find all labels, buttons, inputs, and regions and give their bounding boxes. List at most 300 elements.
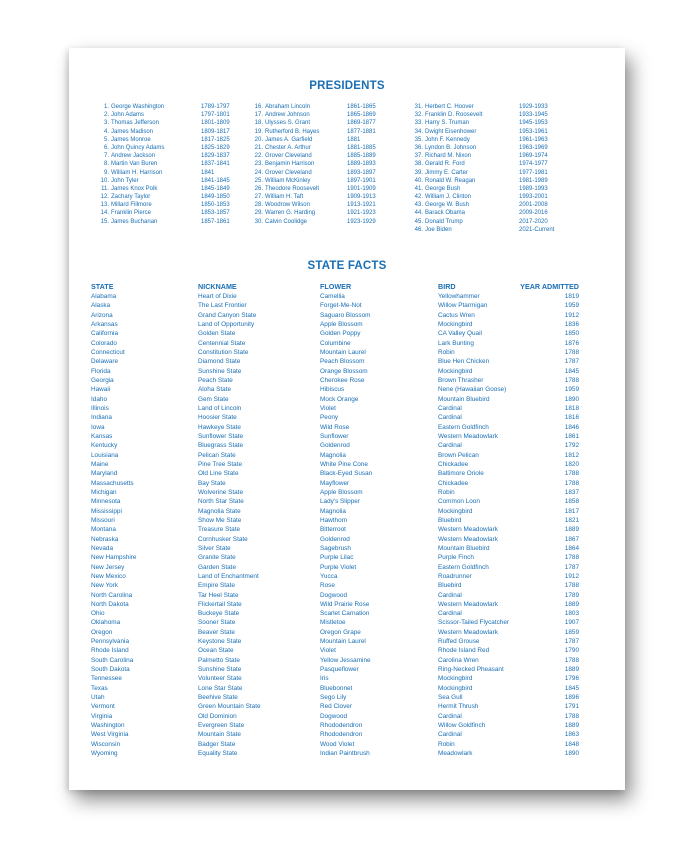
state-flower: Lady's Slipper: [320, 498, 360, 506]
state-year-admitted: 1889: [564, 666, 579, 674]
state-row: [69, 628, 625, 637]
president-years: 1877-1881: [347, 128, 376, 135]
president-years: 1849-1850: [201, 194, 230, 201]
president-years: 1897-1901: [347, 177, 376, 184]
state-year-admitted: 1959: [564, 302, 579, 310]
state-nickname: Golden State: [198, 330, 236, 338]
president-name: Jimmy E. Carter: [425, 169, 469, 176]
president-row: [409, 136, 569, 144]
state-name: Missouri: [91, 516, 115, 524]
president-number: 9.: [103, 169, 109, 176]
president-row: [409, 185, 569, 193]
state-bird: Mockingbird: [438, 684, 473, 692]
state-row: [69, 479, 625, 488]
state-year-admitted: 1896: [564, 694, 579, 702]
state-bird: Eastern Goldfinch: [438, 563, 489, 571]
state-bird: Mountain Bluebird: [438, 395, 490, 403]
state-bird: Baltimore Oriole: [438, 470, 484, 478]
state-row: [69, 320, 625, 329]
president-number: 46.: [414, 226, 423, 233]
state-flower: Magnolia: [320, 507, 346, 515]
state-name: Kansas: [91, 432, 113, 440]
president-years: 2001-2008: [519, 202, 548, 209]
state-bird: Robin: [438, 348, 455, 356]
state-nickname: Magnolia State: [198, 507, 241, 515]
president-name: Millard Fillmore: [111, 202, 152, 209]
state-bird: CA Valley Quail: [438, 330, 482, 338]
state-nickname: Lone Star State: [198, 684, 243, 692]
state-name: Florida: [91, 367, 111, 375]
state-nickname: Volunteer State: [198, 675, 242, 683]
state-row: [69, 609, 625, 618]
state-flower: Magnolia: [320, 451, 346, 459]
state-name: North Carolina: [91, 591, 133, 599]
state-name: New Jersey: [91, 563, 125, 571]
state-nickname: Mountain State: [198, 731, 241, 739]
president-name: Richard M. Nixon: [425, 153, 472, 160]
state-row: [69, 301, 625, 310]
state-row: [69, 525, 625, 534]
state-flower: Bitterroot: [320, 526, 346, 534]
state-year-admitted: 1861: [564, 432, 579, 440]
state-year-admitted: 1858: [564, 498, 579, 506]
state-flower: Rose: [320, 582, 335, 590]
state-row: [69, 497, 625, 506]
president-number: 26.: [254, 185, 263, 192]
state-bird: Robin: [438, 740, 455, 748]
president-years: 2017-2020: [519, 218, 548, 225]
president-years: 1963-1969: [519, 144, 548, 151]
state-nickname: Equality State: [198, 750, 238, 758]
state-nickname: Treasure State: [198, 526, 241, 534]
president-row: [249, 119, 409, 127]
state-row: [69, 469, 625, 478]
state-flower: Wild Prairie Rose: [320, 600, 370, 608]
president-name: John Tyler: [111, 177, 139, 184]
state-flower: Yucca: [320, 572, 338, 580]
president-name: Grover Cleveland: [265, 169, 312, 176]
state-name: Idaho: [91, 395, 107, 403]
president-name: Abraham Lincoln: [265, 104, 311, 110]
president-number: 7.: [103, 153, 109, 160]
president-number: 15.: [100, 218, 109, 225]
state-bird: Brown Thrasher: [438, 376, 484, 384]
state-nickname: Grand Canyon State: [198, 311, 257, 319]
state-nickname: Evergreen State: [198, 722, 245, 730]
state-flower: Apple Blossom: [320, 320, 363, 328]
president-number: 44.: [414, 210, 423, 217]
state-name: North Dakota: [91, 600, 129, 608]
state-nickname: Wolverine State: [198, 488, 243, 496]
state-row: [69, 721, 625, 730]
president-name: Andrew Johnson: [265, 112, 310, 119]
president-number: 33.: [414, 120, 423, 127]
state-bird: Yellowhammer: [438, 293, 480, 300]
state-bird: Common Loon: [438, 498, 480, 506]
president-number: 18.: [254, 120, 263, 127]
state-name: Illinois: [91, 404, 109, 412]
president-name: Thomas Jefferson: [111, 120, 159, 127]
state-bird: Robin: [438, 488, 455, 496]
president-row: [409, 177, 569, 185]
state-year-admitted: 1788: [564, 348, 579, 356]
president-years: 1789-1797: [201, 104, 230, 110]
state-year-admitted: 1796: [564, 675, 579, 683]
president-name: Calvin Coolidge: [265, 218, 308, 225]
state-bird: Cardinal: [438, 414, 462, 422]
president-number: 19.: [254, 128, 263, 135]
state-year-admitted: 1820: [564, 460, 579, 468]
state-nickname: Ocean State: [198, 647, 234, 655]
state-flower: White Pine Cone: [320, 460, 368, 468]
state-year-admitted: 1812: [564, 451, 579, 459]
president-name: Barack Obama: [425, 210, 466, 217]
state-flower: Apple Blossom: [320, 488, 363, 496]
president-years: 1993-2001: [519, 194, 548, 201]
state-year-admitted: 1850: [564, 330, 579, 338]
president-name: Zachary Taylor: [111, 194, 151, 201]
state-bird: Roadrunner: [438, 572, 472, 580]
president-name: James A. Garfield: [265, 136, 313, 143]
president-years: 1945-1953: [519, 120, 548, 127]
state-bird: Lark Bunting: [438, 339, 474, 347]
state-row: [69, 535, 625, 544]
state-nickname: Cornhusker State: [198, 535, 248, 543]
state-bird: Western Meadowlark: [438, 600, 498, 608]
president-number: 40.: [414, 177, 423, 184]
president-years: 1881-1885: [347, 144, 376, 151]
president-name: William H. Harrison: [111, 169, 163, 176]
state-year-admitted: 1864: [564, 544, 579, 552]
president-row: [95, 160, 255, 168]
state-year-admitted: 1817: [564, 507, 579, 515]
president-number: 35.: [414, 136, 423, 143]
state-year-admitted: 1788: [564, 582, 579, 590]
president-row: [95, 169, 255, 177]
president-row: [409, 201, 569, 209]
state-bird: Cardinal: [438, 712, 462, 720]
state-flower: Mock Orange: [320, 395, 359, 403]
president-name: William McKinley: [265, 177, 311, 184]
state-name: Nevada: [91, 544, 114, 552]
state-flower: Orange Blossom: [320, 367, 368, 375]
president-number: 10.: [100, 177, 109, 184]
president-years: 1885-1889: [347, 153, 376, 160]
state-bird: Cardinal: [438, 442, 462, 450]
state-nickname: North Star State: [198, 498, 244, 506]
state-row: [69, 357, 625, 366]
state-nickname: Centennial State: [198, 339, 246, 347]
state-name: Virginia: [91, 712, 113, 720]
state-name: Michigan: [91, 488, 117, 496]
president-row: [95, 128, 255, 136]
president-number: 37.: [414, 153, 423, 160]
state-flower: Mountain Laurel: [320, 638, 366, 646]
president-name: Franklin D. Roosevelt: [425, 112, 483, 119]
president-row: [409, 111, 569, 119]
state-flower: Wood Violet: [320, 740, 355, 748]
state-year-admitted: 1848: [564, 740, 579, 748]
president-name: John F. Kennedy: [425, 136, 470, 143]
president-name: Woodrow Wilson: [265, 202, 310, 209]
state-nickname: Gem State: [198, 395, 229, 403]
state-row: [69, 684, 625, 693]
state-flower: Mistletoe: [320, 619, 346, 627]
president-row: [409, 209, 569, 217]
president-number: 32.: [414, 112, 423, 119]
state-flower: Saguaro Blossom: [320, 311, 371, 319]
president-name: Dwight Eisenhower: [425, 128, 477, 135]
state-nickname: Garden State: [198, 563, 237, 571]
president-years: 1841-1845: [201, 177, 230, 184]
state-nickname: Land of Opportunity: [198, 320, 255, 328]
president-number: 12.: [100, 194, 109, 201]
president-row: [95, 201, 255, 209]
president-number: 42.: [414, 194, 423, 201]
state-name: Louisiana: [91, 451, 119, 459]
state-name: Montana: [91, 526, 116, 534]
state-bird: Chickadee: [438, 479, 469, 487]
president-row: [409, 218, 569, 226]
state-bird: Nene (Hawaiian Goose): [438, 386, 507, 394]
state-nickname: Empire State: [198, 582, 235, 590]
state-year-admitted: 1846: [564, 423, 579, 431]
president-years: 1841: [201, 169, 215, 176]
state-year-admitted: 1867: [564, 535, 579, 543]
state-bird: Mockingbird: [438, 507, 473, 515]
president-name: Theodore Roosevelt: [265, 185, 320, 192]
state-bird: Cardinal: [438, 404, 462, 412]
state-row: [69, 507, 625, 516]
state-year-admitted: 1787: [564, 563, 579, 571]
state-year-admitted: 1788: [564, 479, 579, 487]
state-nickname: Sunflower State: [198, 432, 244, 440]
president-row: [95, 136, 255, 144]
state-nickname: Peach State: [198, 376, 233, 384]
state-flower: Oregon Grape: [320, 628, 361, 636]
president-name: Harry S. Truman: [425, 120, 470, 127]
state-flower: Sego Lily: [320, 694, 347, 702]
president-number: 17.: [254, 112, 263, 119]
president-row: [95, 193, 255, 201]
state-bird: Willow Ptarmigan: [438, 302, 488, 310]
state-bird: Eastern Goldfinch: [438, 423, 489, 431]
president-row: [249, 152, 409, 160]
state-nickname: Land of Lincoln: [198, 404, 242, 412]
presidents-title: PRESIDENTS: [309, 80, 385, 92]
president-row: [249, 185, 409, 193]
state-nickname: Aloha State: [198, 386, 232, 394]
state-name: West Virginia: [91, 731, 129, 739]
state-flower: Goldenrod: [320, 535, 350, 543]
presidents-column: [249, 103, 409, 226]
state-nickname: Buckeye State: [198, 610, 240, 618]
president-number: 1.: [103, 104, 109, 110]
president-row: [95, 177, 255, 185]
state-year-admitted: 1876: [564, 339, 579, 347]
state-flower: Mountain Laurel: [320, 348, 366, 356]
president-years: 1837-1841: [201, 161, 230, 168]
state-name: Delaware: [91, 358, 118, 366]
state-row: [69, 600, 625, 609]
state-nickname: Keystone State: [198, 638, 242, 646]
president-name: Martin Van Buren: [111, 161, 158, 168]
state-year-admitted: 1889: [564, 600, 579, 608]
president-number: 2.: [103, 112, 109, 119]
state-name: Colorado: [91, 339, 117, 347]
president-name: Rutherford B. Hayes: [265, 128, 320, 135]
state-flower: Golden Poppy: [320, 330, 361, 338]
state-row: [69, 451, 625, 460]
state-nickname: Palmetto State: [198, 656, 240, 664]
state-name: Texas: [91, 684, 108, 692]
state-bird: Western Meadowlark: [438, 628, 498, 636]
president-name: Ronald W. Reagan: [425, 177, 476, 184]
state-name: Connecticut: [91, 348, 125, 356]
state-bird: Cardinal: [438, 610, 462, 618]
state-bird: Purple Finch: [438, 554, 474, 562]
state-nickname: Hawkeye State: [198, 423, 241, 431]
state-bird: Ring-Necked Pheasant: [438, 666, 504, 674]
state-nickname: Granite State: [198, 554, 236, 562]
state-flower: Rhododendron: [320, 731, 363, 739]
state-year-admitted: 1788: [564, 470, 579, 478]
state-nickname: Sunshine State: [198, 666, 242, 674]
president-name: Warren G. Harding: [265, 210, 316, 217]
president-row: [249, 136, 409, 144]
president-years: 1923-1929: [347, 218, 376, 225]
state-row: [69, 488, 625, 497]
president-years: 1809-1817: [201, 128, 230, 135]
president-row: [409, 103, 569, 111]
president-years: 2009-2016: [519, 210, 548, 217]
state-bird: Hermit Thrush: [438, 703, 479, 711]
state-row: [69, 693, 625, 702]
state-bird: Western Meadowlark: [438, 535, 498, 543]
state-name: New York: [91, 582, 118, 590]
state-row: [69, 581, 625, 590]
header-bird: BIRD: [438, 282, 456, 291]
state-row: [69, 348, 625, 357]
state-row: [69, 385, 625, 394]
state-row: [69, 311, 625, 320]
president-row: [95, 152, 255, 160]
state-year-admitted: 1788: [564, 656, 579, 664]
state-name: Indiana: [91, 414, 112, 422]
state-name: Vermont: [91, 703, 115, 711]
state-name: South Carolina: [91, 656, 134, 664]
state-year-admitted: 1863: [564, 731, 579, 739]
state-flower: Purple Violet: [320, 563, 357, 571]
state-bird: Brown Pelican: [438, 451, 479, 459]
president-row: [249, 169, 409, 177]
state-row: [69, 339, 625, 348]
president-name: Donald Trump: [425, 218, 463, 225]
president-years: 1913-1921: [347, 202, 376, 209]
president-years: 1829-1837: [201, 153, 230, 160]
president-number: 38.: [414, 161, 423, 168]
state-flower: Red Clover: [320, 703, 352, 711]
state-nickname: Beaver State: [198, 628, 235, 636]
state-row: [69, 329, 625, 338]
state-row: [69, 740, 625, 749]
state-bird: Bluebird: [438, 582, 462, 590]
state-bird: Chickadee: [438, 460, 469, 468]
state-flower: Goldenrod: [320, 442, 350, 450]
state-row: [69, 646, 625, 655]
state-nickname: Sunshine State: [198, 367, 242, 375]
president-row: [409, 119, 569, 127]
state-name: Hawaii: [91, 386, 111, 394]
state-name: Kentucky: [91, 442, 118, 450]
state-facts-title: STATE FACTS: [307, 260, 387, 272]
president-years: 1797-1801: [201, 112, 230, 119]
state-facts-table: [69, 292, 625, 758]
state-row: [69, 516, 625, 525]
president-number: 39.: [414, 169, 423, 176]
president-years: 1953-1961: [519, 128, 548, 135]
state-name: New Mexico: [91, 572, 126, 580]
state-row: [69, 423, 625, 432]
president-number: 23.: [254, 161, 263, 168]
presidents-column: [409, 103, 569, 234]
president-years: 1981-1989: [519, 177, 548, 184]
state-bird: Willow Goldfinch: [438, 722, 486, 730]
state-nickname: Heart of Dixie: [198, 293, 237, 300]
state-row: [69, 749, 625, 758]
state-nickname: Badger State: [198, 740, 236, 748]
president-years: 2021-Current: [519, 226, 555, 233]
presidents-column: [95, 103, 255, 226]
president-number: 28.: [254, 202, 263, 209]
state-year-admitted: 1836: [564, 320, 579, 328]
state-year-admitted: 1889: [564, 722, 579, 730]
state-flower: Sunflower: [320, 432, 349, 440]
state-nickname: Pelican State: [198, 451, 236, 459]
state-flower: Columbine: [320, 339, 351, 347]
president-number: 22.: [254, 153, 263, 160]
state-name: Iowa: [91, 423, 105, 431]
state-flower: Sagebrush: [320, 544, 351, 552]
president-number: 41.: [414, 185, 423, 192]
president-name: John Quincy Adams: [111, 144, 165, 151]
president-number: 27.: [254, 194, 263, 201]
president-years: 1921-1923: [347, 210, 376, 217]
state-year-admitted: 1890: [564, 395, 579, 403]
state-nickname: Bluegrass State: [198, 442, 244, 450]
state-flower: Peony: [320, 414, 339, 422]
state-name: Massachusetts: [91, 479, 134, 487]
state-bird: Scissor-Tailed Flycatcher: [438, 619, 510, 627]
state-bird: Ruffed Grouse: [438, 638, 480, 646]
state-nickname: Old Line State: [198, 470, 239, 478]
state-nickname: Hoosier State: [198, 414, 237, 422]
president-row: [409, 152, 569, 160]
president-name: William J. Clinton: [425, 194, 472, 201]
state-bird: Western Meadowlark: [438, 432, 498, 440]
state-flower: Cherokee Rose: [320, 376, 365, 384]
president-name: Grover Cleveland: [265, 153, 312, 160]
state-nickname: Old Dominion: [198, 712, 237, 720]
president-row: [249, 177, 409, 185]
president-years: 1909-1913: [347, 194, 376, 201]
state-flower: Violet: [320, 647, 336, 655]
state-nickname: Sooner State: [198, 619, 236, 627]
president-name: George W. Bush: [425, 202, 470, 209]
state-row: [69, 674, 625, 683]
president-years: 1989-1993: [519, 185, 548, 192]
state-flower: Black-Eyed Susan: [320, 470, 373, 478]
